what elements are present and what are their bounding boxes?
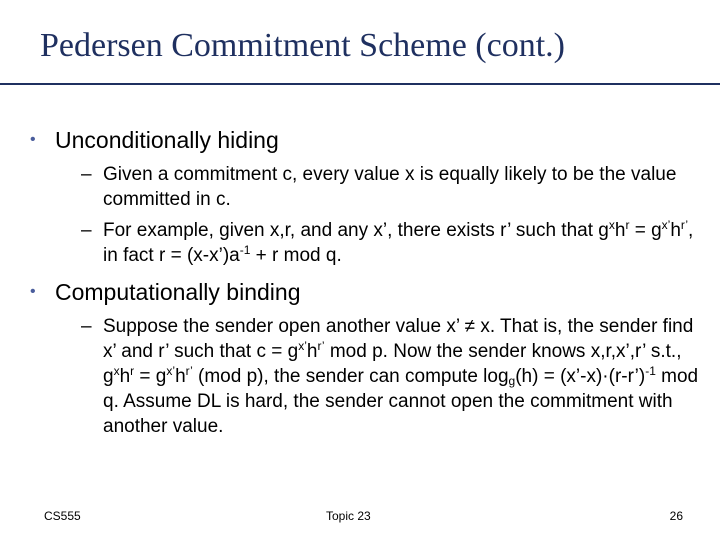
footer-topic: Topic 23 [326,509,371,523]
slide-title: Pedersen Commitment Scheme (cont.) [40,27,565,64]
title-divider [0,83,720,85]
sub-bullet-hiding-1 [81,162,701,212]
dash-marker: – [81,316,92,337]
sub-bullet-text: Suppose the sender open another value x’ ≠ x. That is, the sender find x’ and r’ such that $c = g^{x’}h^{r’}$ mod p. Now the sender knows x,r,x’,r’ s.t., $g^xh^r = g^{x’}h^{r’}$ (mod p), the sender can compute $\log_g(h)$ = (x’-x)·(r-r’)$^{-1}$ mod q. Assume DL is hard, the sender cannot open the commitment with another value. [103,316,699,437]
bullet-text: Unconditionally hiding [55,127,279,153]
bullet-text: Computationally binding [55,279,301,305]
sub-bullet-text: For example, given x,r, and any x’, there exists r’ such that $g^xh^r = g^{x’}h^{r’}$, in fact $r = (x-x’)a^{-1} + r$ mod q. [103,218,694,266]
sub-bullet-text: Given a commitment c, every value x is equally likely to be the value committed in c. [103,164,677,210]
bullet-dot-icon: • [30,283,36,300]
bullet-dot-icon: • [30,131,36,148]
footer-course: CS555 [44,509,81,523]
sub-bullet-hiding-2 [81,218,701,268]
dash-marker: – [81,164,92,185]
sub-bullet-binding-1 [81,314,701,439]
dash-marker: – [81,220,92,241]
footer-page-number: 26 [669,509,683,523]
